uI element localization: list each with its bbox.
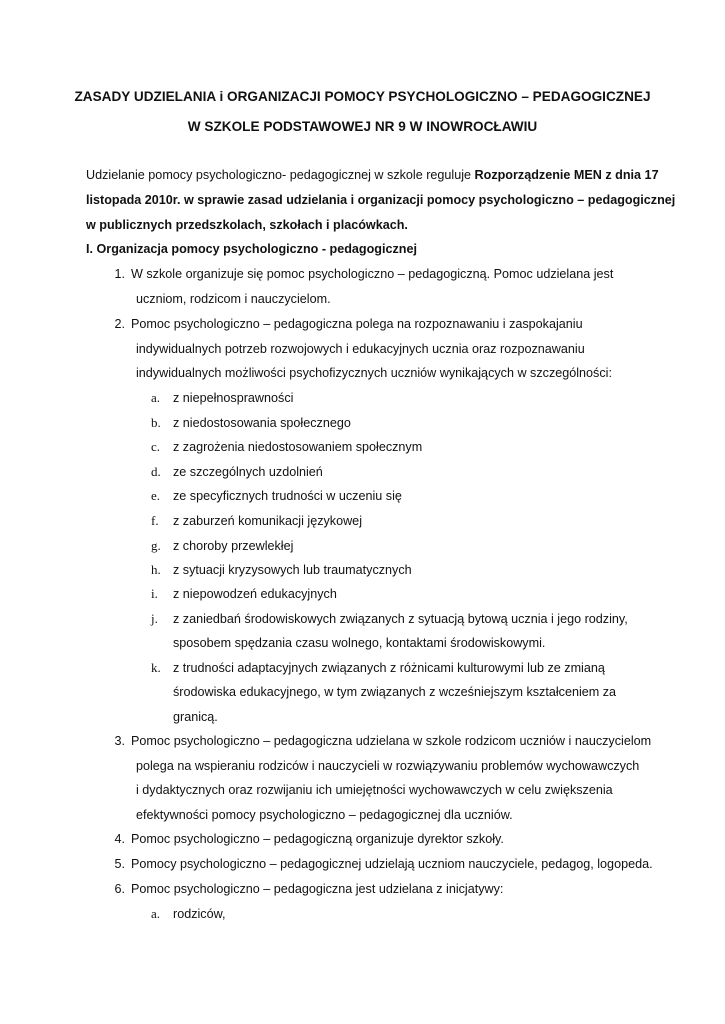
item-1-line-1: W szkole organizuje się pomoc psychologiczno – pedagogiczną. Pomoc udzielana jest xyxy=(131,267,614,281)
document-title-line-2: W SZKOLE PODSTAWOWEJ NR 9 W INOWROCŁAWIU xyxy=(187,119,538,134)
item-6-line-1: Pomoc psychologiczno – pedagogiczna jest udzielana z inicjatywy: xyxy=(131,882,504,896)
subitem-letter: g. xyxy=(151,538,161,553)
subitem-k-line-1: z trudności adaptacyjnych związanych z różnicami kulturowymi lub ze zmianą xyxy=(173,661,605,675)
item-number: 4. xyxy=(114,832,125,846)
item-1-line-2: uczniom, rodzicom i nauczycielom. xyxy=(136,292,331,306)
subitem-letter: c. xyxy=(151,439,161,454)
subitem-letter: a. xyxy=(151,906,161,921)
subitem-letter: k. xyxy=(151,660,161,675)
item-3-line-4: efektywności pomocy psychologiczno – pedagogicznej dla uczniów. xyxy=(136,808,513,822)
item-2-line-3: indywidualnych możliwości psychofizycznych uczniów wynikających w szczególności: xyxy=(136,366,612,380)
subitem-c: z zagrożenia niedostosowaniem społecznym xyxy=(173,440,423,454)
subitem-g: z choroby przewlekłej xyxy=(173,539,294,553)
subitem-letter: e. xyxy=(151,488,161,503)
intro-regulation-bold: Rozporządzenie MEN z dnia 17 xyxy=(474,168,659,182)
subitem-f: z zaburzeń komunikacji językowej xyxy=(173,514,362,528)
item-2-line-1: Pomoc psychologiczno – pedagogiczna polega na rozpoznawaniu i zaspokajaniu xyxy=(131,317,583,331)
subitem-letter: a. xyxy=(151,390,161,405)
subitem-letter: j. xyxy=(151,611,158,626)
item-number: 1. xyxy=(114,267,125,281)
item-number: 6. xyxy=(114,882,125,896)
subitem-letter: f. xyxy=(151,513,159,528)
subitem-letter: h. xyxy=(151,562,161,577)
item-number: 5. xyxy=(114,857,125,871)
intro-text: Udzielanie pomocy psychologiczno- pedagogicznej w szkole reguluje xyxy=(86,168,475,182)
item-5-line-1: Pomocy psychologiczno – pedagogicznej udzielają uczniom nauczyciele, pedagog, logopeda. xyxy=(131,857,653,871)
subitem-a: z niepełnosprawności xyxy=(173,391,294,405)
intro-line-1 xyxy=(86,168,659,182)
item-number: 3. xyxy=(114,734,125,748)
section-heading: I. Organizacja pomocy psychologiczno - pedagogicznej xyxy=(86,242,417,256)
intro-line-3: w publicznych przedszkolach, szkołach i placówkach. xyxy=(86,218,408,232)
item-4-line-1: Pomoc psychologiczno – pedagogiczną organizuje dyrektor szkoły. xyxy=(131,832,504,846)
subitem-letter: i. xyxy=(151,586,158,601)
subitem-d: ze szczególnych uzdolnień xyxy=(173,465,323,479)
item-3-line-3: i dydaktycznych oraz rozwijaniu ich umiejętności wychowawczych w celu zwiększenia xyxy=(136,783,613,797)
subitem-k-line-3: granicą. xyxy=(173,710,218,724)
subitem-k-line-2: środowiska edukacyjnego, w tym związanych z wcześniejszym kształceniem za xyxy=(173,685,617,699)
intro-line-2: listopada 2010r. w sprawie zasad udzielania i organizacji pomocy psychologiczno – pedagogicznej xyxy=(86,193,676,207)
document-title-line-1: ZASADY UDZIELANIA i ORGANIZACJI POMOCY PSYCHOLOGICZNO – PEDAGOGICZNEJ xyxy=(74,89,651,104)
subitem-letter: b. xyxy=(151,415,161,430)
item-6-subitem-a: rodziców, xyxy=(173,907,226,921)
subitem-letter: d. xyxy=(151,464,161,479)
item-number: 2. xyxy=(114,317,125,331)
item-3-line-2: polega na wspieraniu rodziców i nauczycieli w rozwiązywaniu problemów wychowawczych xyxy=(136,759,640,773)
subitem-i: z niepowodzeń edukacyjnych xyxy=(173,587,337,601)
item-2-line-2: indywidualnych potrzeb rozwojowych i edukacyjnych ucznia oraz rozpoznawaniu xyxy=(136,342,585,356)
subitem-b: z niedostosowania społecznego xyxy=(173,416,351,430)
item-3-line-1: Pomoc psychologiczno – pedagogiczna udzielana w szkole rodzicom uczniów i nauczycielom xyxy=(131,734,652,748)
subitem-j-line-2: sposobem spędzania czasu wolnego, kontaktami środowiskowymi. xyxy=(173,636,546,650)
subitem-j-line-1: z zaniedbań środowiskowych związanych z sytuacją bytową ucznia i jego rodziny, xyxy=(173,612,628,626)
subitem-h: z sytuacji kryzysowych lub traumatycznych xyxy=(173,563,412,577)
subitem-e: ze specyficznych trudności w uczeniu się xyxy=(173,489,402,503)
